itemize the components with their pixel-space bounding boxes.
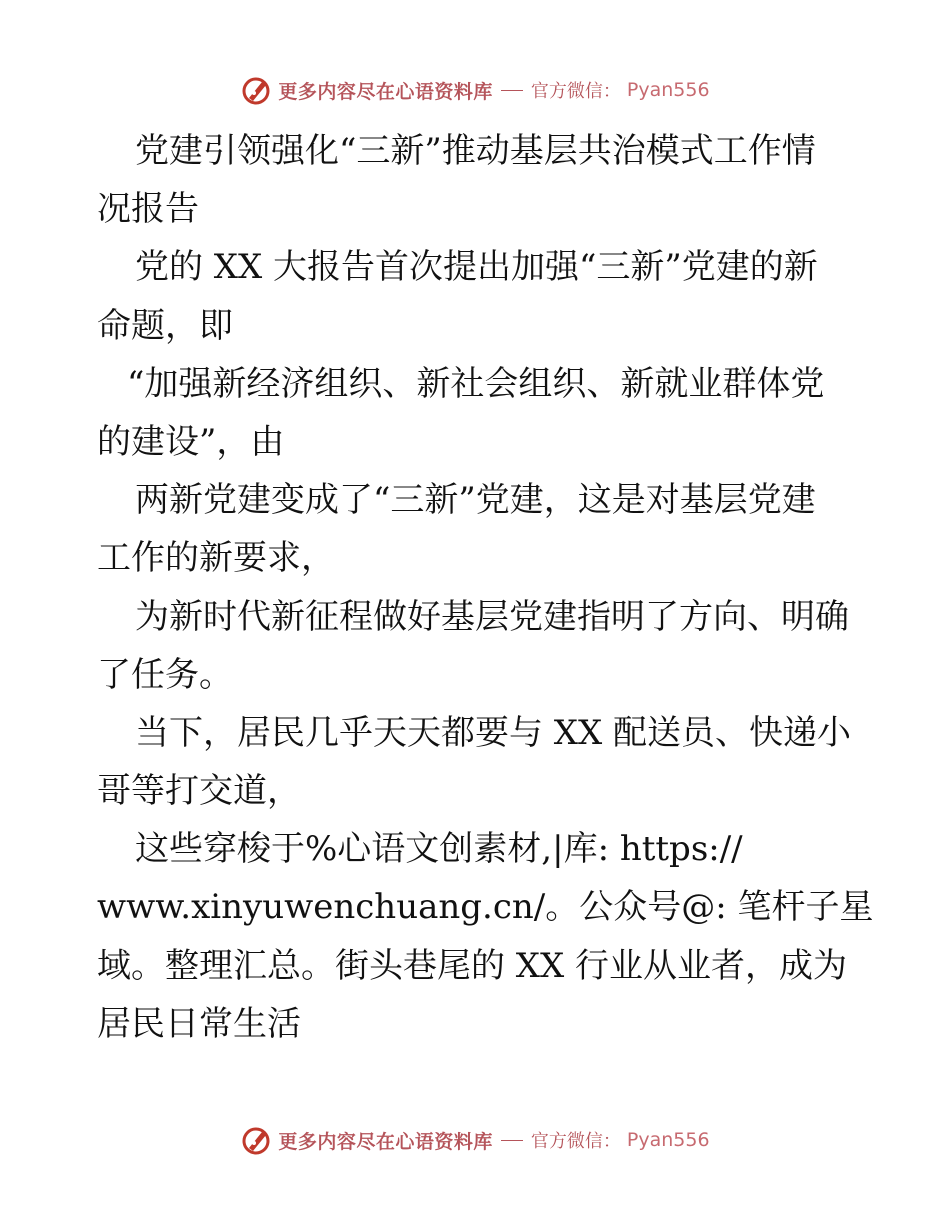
banner-wechat-id: Pyan556 bbox=[626, 1129, 710, 1151]
paragraph-line: www.xinyuwenchuang.cn/。公众号@: 笔杆子星 bbox=[97, 887, 874, 928]
header-banner bbox=[0, 70, 950, 110]
paragraph-line: 哥等打交道， bbox=[97, 771, 301, 812]
pen-nib-logo-icon bbox=[240, 74, 272, 106]
paragraph-line: 党的 XX 大报告首次提出加强“三新”党建的新 bbox=[135, 247, 818, 288]
banner-divider bbox=[501, 90, 523, 91]
banner-wechat-label: 官方微信： bbox=[530, 1131, 621, 1152]
banner-wechat-label: 官方微信： bbox=[530, 81, 621, 102]
paragraph-line: 了任务。 bbox=[97, 654, 233, 695]
paragraph-line: 工作的新要求， bbox=[97, 538, 335, 579]
paragraph-line: 为新时代新征程做好基层党建指明了方向、明确 bbox=[135, 596, 849, 637]
banner-divider bbox=[501, 1140, 523, 1141]
title-line-2: 况报告 bbox=[97, 189, 199, 230]
paragraph-line: 两新党建变成了“三新”党建，这是对基层党建 bbox=[135, 480, 816, 521]
banner-title: 更多内容尽在心语资料库 bbox=[278, 80, 493, 103]
paragraph-line: 命题，即 bbox=[97, 305, 233, 346]
pen-nib-logo-icon bbox=[240, 1124, 272, 1156]
banner-title: 更多内容尽在心语资料库 bbox=[278, 1130, 493, 1153]
document-body bbox=[97, 122, 874, 1053]
paragraph-line: 居民日常生活 bbox=[97, 1003, 301, 1044]
paragraph-line: 这些穿梭于%心语文创素材,|库: https:// bbox=[135, 829, 743, 870]
footer-banner bbox=[0, 1120, 950, 1160]
paragraph-line: 域。整理汇总。街头巷尾的 XX 行业从业者，成为 bbox=[97, 945, 848, 986]
paragraph-line: 的建设”，由 bbox=[97, 421, 285, 462]
paragraph-line: “加强新经济组织、新社会组织、新就业群体党 bbox=[127, 363, 825, 404]
title-line-1: 党建引领强化“三新”推动基层共治模式工作情 bbox=[135, 131, 816, 171]
banner-wechat-id: Pyan556 bbox=[626, 79, 710, 101]
paragraph-line: 当下，居民几乎天天都要与 XX 配送员、快递小 bbox=[135, 712, 852, 753]
